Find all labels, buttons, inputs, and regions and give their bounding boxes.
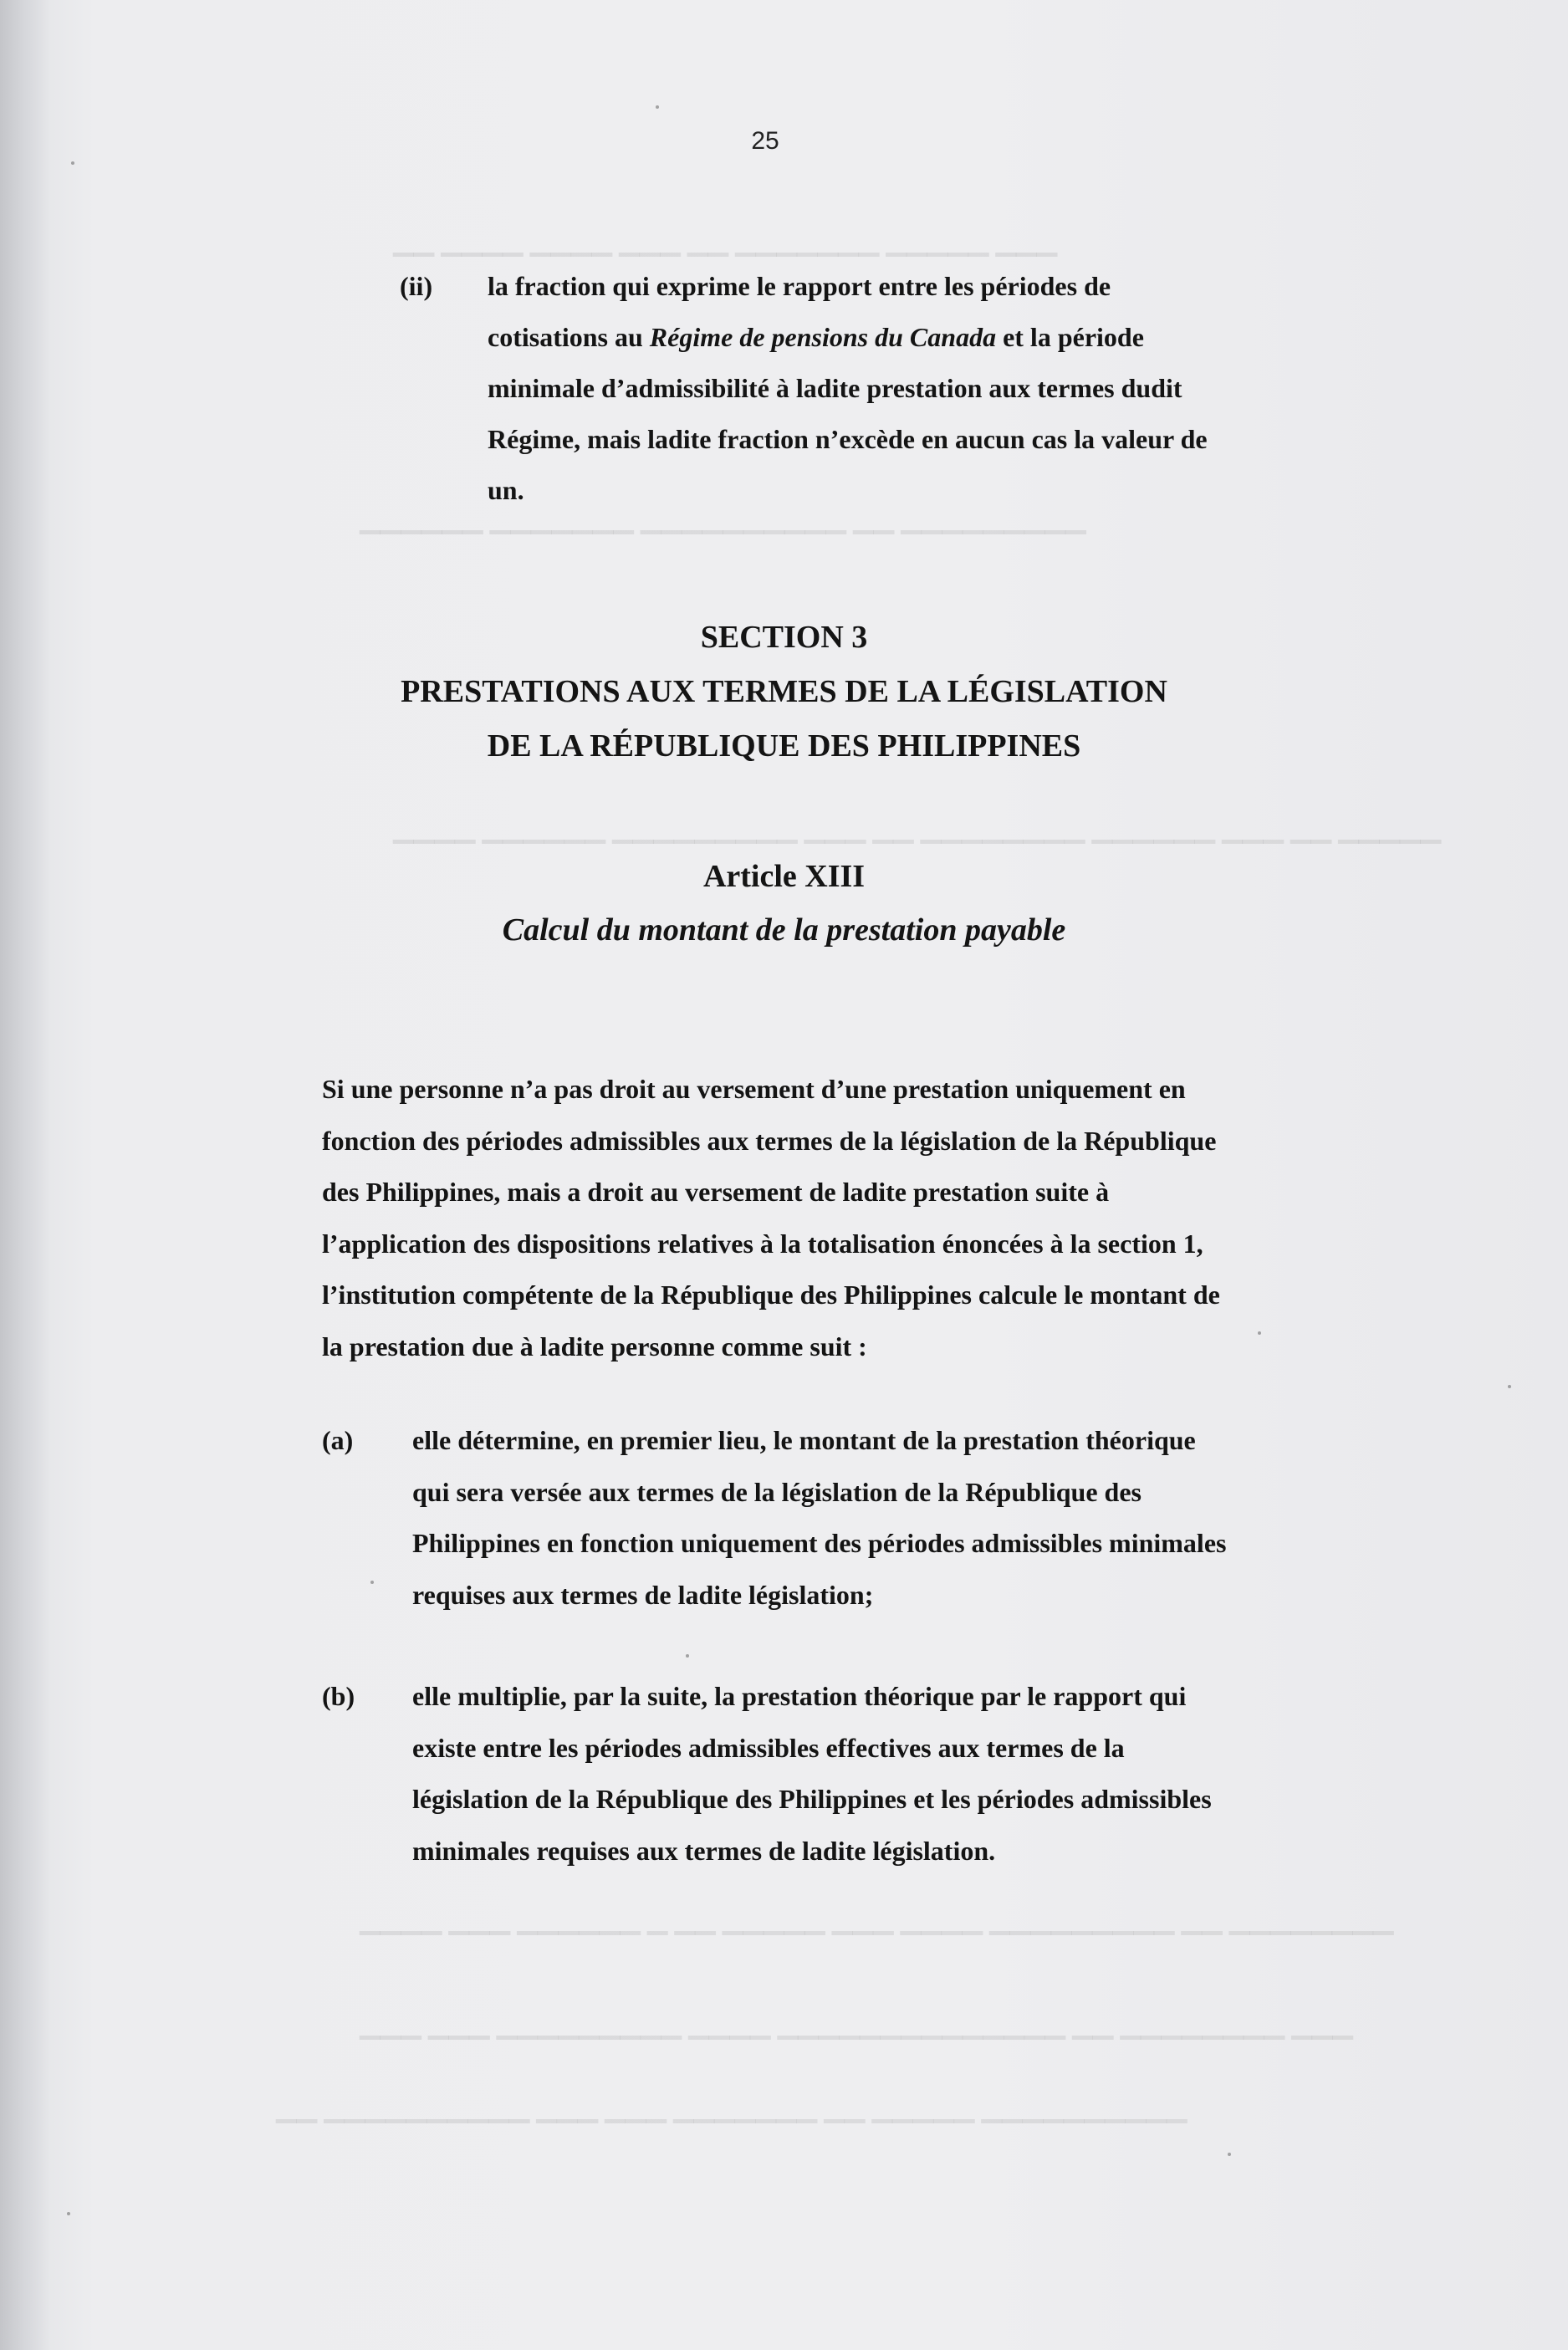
list-item-line: elle détermine, en premier lieu, le montant de la prestation théorique <box>412 1425 1196 1455</box>
sub-item-line: un. <box>488 475 524 505</box>
show-through-text: ▁▁▁▁▁▁▁▁▁▁ ▁▁▁▁▁ ▁▁ ▁▁▁▁▁▁▁ ▁▁▁ ▁▁▁ ▁▁▁▁▁▁▁▁▁▁ ▁▁ <box>276 2092 1187 2123</box>
show-through-text: ▁▁▁▁▁ ▁▁ ▁▁▁ ▁▁▁▁▁▁ ▁▁▁▁▁▁▁▁ ▁▁ ▁▁▁ ▁▁▁▁▁▁▁▁▁ ▁▁▁▁▁▁ ▁▁▁▁ <box>393 813 1442 843</box>
page-speck <box>67 2212 70 2215</box>
show-through-text: ▁▁▁▁▁▁▁▁▁ ▁▁ ▁▁▁▁▁▁▁▁▁▁ ▁▁▁▁▁▁▁ ▁▁▁▁▁▁ <box>360 503 1086 534</box>
list-item-line: existe entre les périodes admissibles effectives aux termes de la <box>412 1732 1125 1763</box>
list-item-line: elle multiplie, par la suite, la prestation théorique par le rapport qui <box>412 1681 1187 1711</box>
page-speck <box>656 105 659 109</box>
sub-item-line: la fraction qui exprime le rapport entre les périodes de <box>488 271 1111 301</box>
sub-item-ii <box>400 261 1269 516</box>
list-item-line: requises aux termes de ladite législation; <box>412 1579 874 1610</box>
intro-line: fonction des périodes admissibles aux termes de la législation de la République <box>322 1125 1217 1156</box>
list-item-label: (a) <box>322 1425 354 1455</box>
section-title-line: PRESTATIONS AUX TERMES DE LA LÉGISLATION <box>401 674 1167 709</box>
sub-item-line: minimale d’admissibilité à ladite prestation aux termes dudit <box>488 373 1182 403</box>
page-shadow-edge <box>0 0 50 2350</box>
intro-line: l’institution compétente de la République des Philippines calcule le montant de <box>322 1280 1220 1310</box>
list-item-line: Philippines en fonction uniquement des périodes admissibles minimales <box>412 1528 1227 1558</box>
show-through-text: ▁▁▁ ▁▁▁▁▁ ▁▁▁▁▁▁▁ ▁▁ ▁▁▁ ▁▁▁▁ ▁▁▁▁ ▁▁ <box>393 226 1058 256</box>
section-title-line: DE LA RÉPUBLIQUE DES PHILIPPINES <box>487 728 1081 764</box>
section-title <box>0 665 1568 774</box>
sub-item-label: (ii) <box>400 271 433 301</box>
list-item-text <box>412 1415 1226 1621</box>
sub-item-line-rich: cotisations au Régime de pensions du Canada et la période <box>488 322 1144 352</box>
list-item-text <box>412 1671 1212 1877</box>
list-item-line: minimales requises aux termes de ladite législation. <box>412 1835 996 1866</box>
page-speck <box>1258 1331 1261 1335</box>
italic-title: Régime de pensions du Canada <box>649 322 997 352</box>
intro-line: la prestation due à ladite personne comme suit : <box>322 1331 867 1361</box>
intro-line: l’application des dispositions relatives à la totalisation énoncées à la section 1, <box>322 1228 1203 1259</box>
list-item-line: législation de la République des Philippines et les périodes admissibles <box>412 1784 1212 1814</box>
page-number: 25 <box>751 127 779 155</box>
sub-item-text <box>488 261 1257 516</box>
show-through-text: ▁▁▁▁▁▁▁▁ ▁▁ ▁▁▁▁▁▁▁▁▁ ▁▁▁▁ ▁▁▁ ▁▁▁▁▁ ▁▁ ▁ ▁▁▁▁▁▁ ▁▁▁ ▁▁▁▁ <box>360 1904 1394 1934</box>
section-number: SECTION 3 <box>700 620 868 655</box>
page-speck <box>1228 2153 1231 2156</box>
list-item-line: qui sera versée aux termes de la législation de la République des <box>412 1476 1142 1507</box>
sub-item-line: Régime, mais ladite fraction n’excède en aucun cas la valeur de <box>488 424 1208 454</box>
intro-line: des Philippines, mais a droit au versement de ladite prestation suite à <box>322 1177 1110 1207</box>
show-through-text: ▁▁▁ ▁▁▁▁▁▁▁▁ ▁▁ ▁▁▁▁▁▁▁▁▁▁▁▁▁▁ ▁▁▁▁ ▁▁▁▁▁▁▁▁▁ ▁▁▁ ▁▁▁ <box>360 2009 1354 2039</box>
intro-line: Si une personne n’a pas droit au versement d’une prestation uniquement en <box>322 1074 1186 1104</box>
list-item-b <box>322 1671 1267 1877</box>
list-item-a <box>322 1415 1267 1621</box>
page-speck <box>686 1654 689 1658</box>
article-subtitle: Calcul du montant de la prestation payable <box>502 912 1066 948</box>
page-speck <box>370 1581 374 1584</box>
list-item-label: (b) <box>322 1681 355 1711</box>
page-speck <box>71 161 74 165</box>
page-speck <box>1508 1385 1511 1388</box>
article-number: Article XIII <box>702 859 866 894</box>
intro-paragraph <box>322 1064 1267 1372</box>
